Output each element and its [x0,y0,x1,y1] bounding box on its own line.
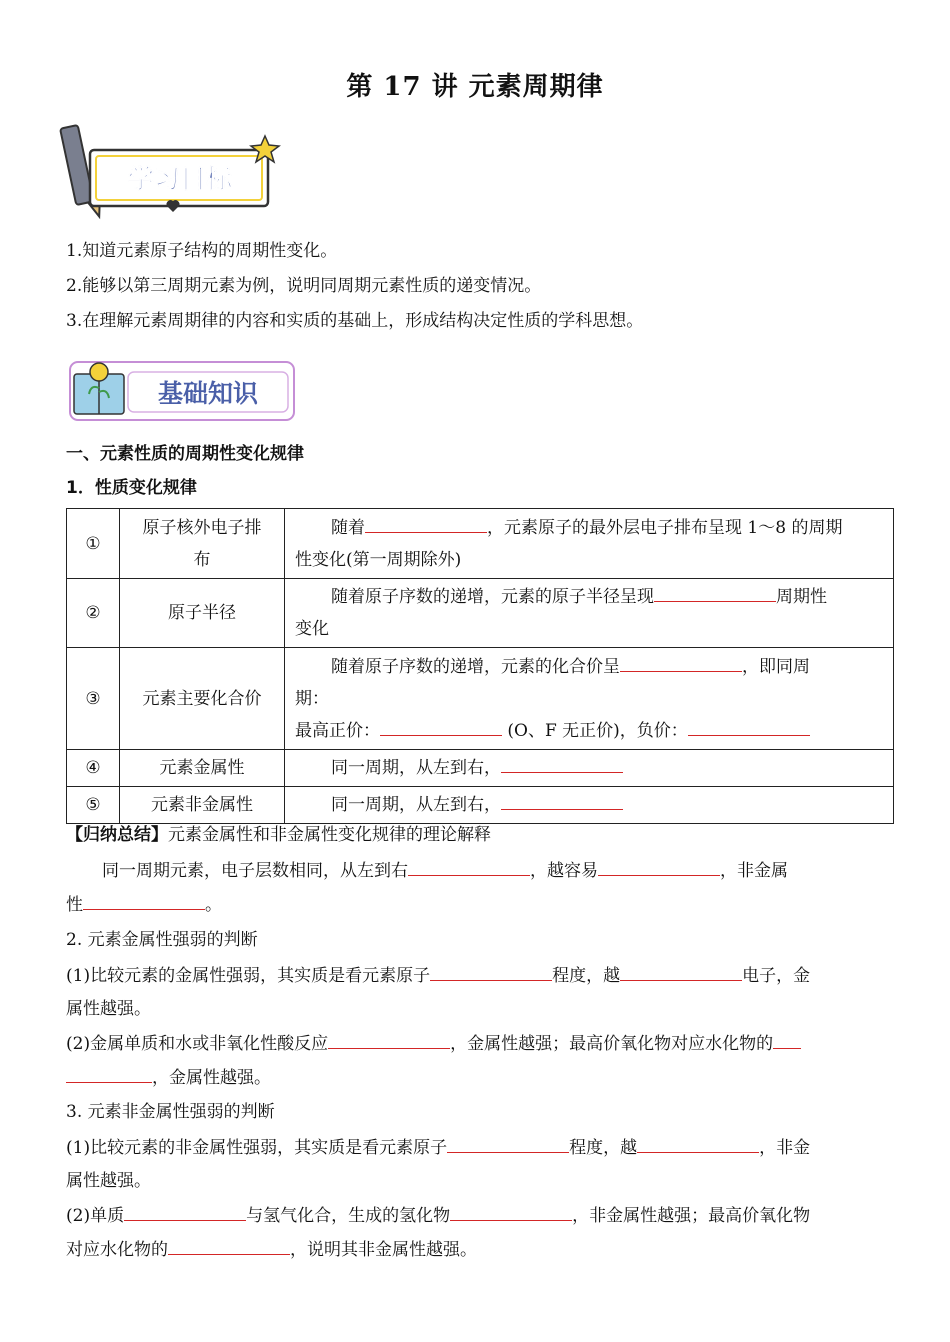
row-number: ① [67,509,120,579]
table-row [67,648,894,750]
desc-text: ，元素原子的最外层电子排布呈现 1～8 的周期 [487,517,843,538]
summary-line-2 [66,893,884,916]
s2-line-1 [66,964,884,987]
row-name [120,509,285,579]
goal-2: 2.能够以第三周期元素为例，说明同周期元素性质的递变情况。 [66,276,542,296]
row-desc [285,787,894,824]
property-table [66,508,894,824]
summary-tag: 【归纳总结】 [66,825,168,845]
fill-blank[interactable] [168,1238,290,1255]
row-number: ③ [67,648,120,750]
desc-text: (O、F 无正价)，负价： [502,720,688,741]
row-desc [285,750,894,787]
fill-blank[interactable] [408,859,530,876]
text: (1)比较元素的非金属性强弱，其实质是看元素原子 [66,1138,448,1158]
summary-title: 元素金属性和非金属性变化规律的理论解释 [168,825,491,845]
desc-text: 最高正价： [295,720,380,741]
desc-text: 性变化(第一周期除外) [295,549,462,570]
row-number: ② [67,579,120,648]
fill-blank[interactable] [430,964,552,981]
s2-line-3 [66,1032,884,1055]
text: ，说明其非金属性越强。 [290,1240,477,1260]
fill-blank[interactable] [66,1066,152,1083]
desc-text: 周期性 [776,587,827,607]
section1-heading: 一、元素性质的周期性变化规律 [66,444,304,464]
basics-banner-text: 基础知识 [157,379,259,408]
text: (1)比较元素的金属性强弱，其实质是看元素原子 [66,966,431,986]
goals-banner [58,120,288,225]
table-row [67,579,894,648]
heart-icon [167,200,180,212]
fill-blank[interactable] [365,516,487,533]
desc-text: 随着原子序数的递增，元素的原子半径呈现 [331,587,654,607]
text: 与氢气化合，生成的氢化物 [246,1206,451,1226]
fill-blank[interactable] [501,756,623,773]
text: 程度，越 [552,966,621,986]
row-number: ④ [67,750,120,787]
s3-line-1 [66,1136,884,1159]
row-name: 元素金属性 [120,750,285,787]
text: 。 [205,895,222,915]
text: (2)单质 [66,1206,125,1226]
text: ，金属性越强。 [152,1068,271,1088]
text: 程度，越 [569,1138,638,1158]
desc-text: 随着原子序数的递增，元素的化合价呈 [331,656,620,677]
row-desc [285,509,894,579]
text: 对应水化物的 [66,1240,168,1260]
row-name: 元素主要化合价 [120,648,285,750]
row-desc [285,648,894,750]
basics-banner [66,358,300,426]
text: ，越容易 [530,861,598,881]
s3-line-3 [66,1204,884,1227]
text: 同一周期元素，电子层数相同，从左到右 [102,861,408,881]
table-row [67,750,894,787]
desc-text: 变化 [295,619,329,639]
s2-line-2: 属性越强。 [66,999,151,1019]
row-name: 原子半径 [120,579,285,648]
s3-line-2: 属性越强。 [66,1171,151,1191]
fill-blank[interactable] [637,1136,759,1153]
desc-text: 期： [295,688,329,709]
text: 电子，金 [742,966,811,986]
fill-blank[interactable] [380,719,502,736]
fill-blank[interactable] [450,1204,572,1221]
fill-blank[interactable] [124,1204,246,1221]
table-row [67,509,894,579]
fill-blank[interactable] [328,1032,450,1049]
fill-blank[interactable] [773,1032,801,1049]
desc-text: 同一周期，从左到右， [331,758,501,778]
s2-heading: 2. 元素金属性强弱的判断 [66,930,258,950]
fill-blank[interactable] [83,893,205,910]
fill-blank[interactable] [447,1136,569,1153]
goal-3: 3.在理解元素周期律的内容和实质的基础上，形成结构决定性质的学科思想。 [66,311,644,331]
goal-1: 1.知道元素原子结构的周期性变化。 [66,241,338,261]
desc-text: 随着 [331,517,365,538]
text: ，非金 [759,1138,811,1158]
fill-blank[interactable] [598,859,720,876]
text: 性 [66,895,83,915]
fill-blank[interactable] [501,793,623,810]
fill-blank[interactable] [688,719,810,736]
fill-blank[interactable] [654,585,776,602]
table-row [67,787,894,824]
summary-heading [66,824,884,846]
fill-blank[interactable] [620,655,742,672]
section1-subheading: 1．性质变化规律 [66,478,197,498]
fill-blank[interactable] [620,964,742,981]
row-name-line1: 原子核外电子排 [142,517,262,538]
s3-line-4 [66,1238,884,1261]
row-name: 元素非金属性 [120,787,285,824]
s3-heading: 3. 元素非金属性强弱的判断 [66,1102,275,1122]
text: (2)金属单质和水或非氧化性酸反应 [66,1034,329,1054]
page-title: 第 17 讲 元素周期律 [346,72,604,102]
summary-line-1 [66,859,884,882]
text: ，非金属性越强；最高价氧化物 [572,1206,811,1226]
goals-banner-text: 学习目标 [127,165,233,195]
text: ，非金属 [720,861,788,881]
row-desc [285,579,894,648]
s2-line-4 [66,1066,884,1089]
desc-text: 同一周期，从左到右， [331,795,501,815]
row-number: ⑤ [67,787,120,824]
row-name-line2: 布 [193,549,211,570]
text: ，金属性越强；最高价氧化物对应水化物的 [450,1034,774,1054]
desc-text: ，即同周 [742,656,810,677]
